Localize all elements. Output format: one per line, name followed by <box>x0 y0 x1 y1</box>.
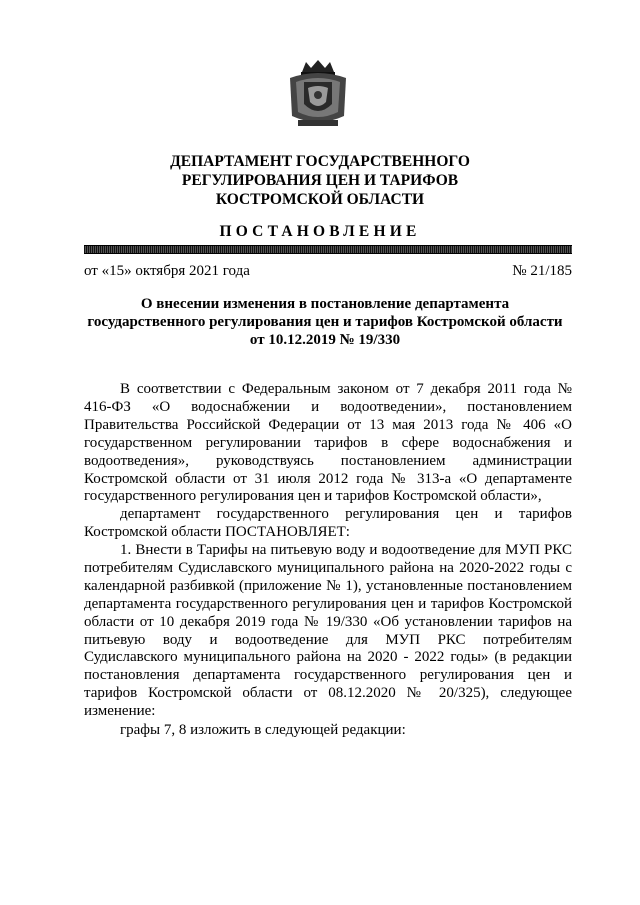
coat-of-arms-icon <box>284 58 352 130</box>
department-name-line-1: ДЕПАРТАМЕНТ ГОСУДАРСТВЕННОГО <box>170 153 470 170</box>
header-divider <box>84 245 572 254</box>
document-date: от «15» октября 2021 года <box>84 263 250 279</box>
document-type-title: ПОСТАНОВЛЕНИЕ <box>219 223 421 240</box>
subject-line-2: государственного регулирования цен и тарифов Костромской области <box>87 314 563 330</box>
department-name-line-3: КОСТРОМСКОЙ ОБЛАСТИ <box>215 191 425 208</box>
resolution-paragraph: департамент государственного регулирования цен и тарифов Костромской области ПОСТАНОВЛЯЕТ: <box>84 506 572 540</box>
document-subject <box>80 295 570 349</box>
subject-line-3: от 10.12.2019 № 19/330 <box>249 332 401 348</box>
clause-1-continuation: графы 7, 8 изложить в следующей редакции: <box>120 722 406 738</box>
clause-1-paragraph: 1. Внести в Тарифы на питьевую воду и водоотведение для МУП РКС потребителям Судиславского муниципального района на 2020-2022 годы с календарной разбивкой (приложение № 1), установленные постановлением департамента государственного регулирования цен и тарифов Костромской области от 10 декабря 2019 года № 19/330 «Об установлении тарифов на питьевую воду и водоотведение для МУП РКС потребителям Судиславского муниципального района на 2020 - 2022 годы» (в редакции постановления департамента государственного регулирования цен и тарифов Костромской области от 08.12.2020 № 20/325), следующее изменение: <box>84 542 572 720</box>
preamble-paragraph: В соответствии с Федеральным законом от 7 декабря 2011 года № 416-ФЗ «О водоснабжении и водоотведении», постановлением Правительства Российской Федерации от 13 мая 2013 года № 406 «О государственном регулировании тарифов в сфере водоснабжения и водоотведения», руководствуясь постановлением администрации Костромской области от 31 июля 2012 года № 313-а «О департаменте государственного регулирования цен и тарифов Костромской области», <box>84 381 572 505</box>
department-name-line-2: РЕГУЛИРОВАНИЯ ЦЕН И ТАРИФОВ <box>181 172 459 189</box>
subject-line-1: О внесении изменения в постановление департамента <box>140 296 510 312</box>
document-number: № 21/185 <box>512 263 572 279</box>
